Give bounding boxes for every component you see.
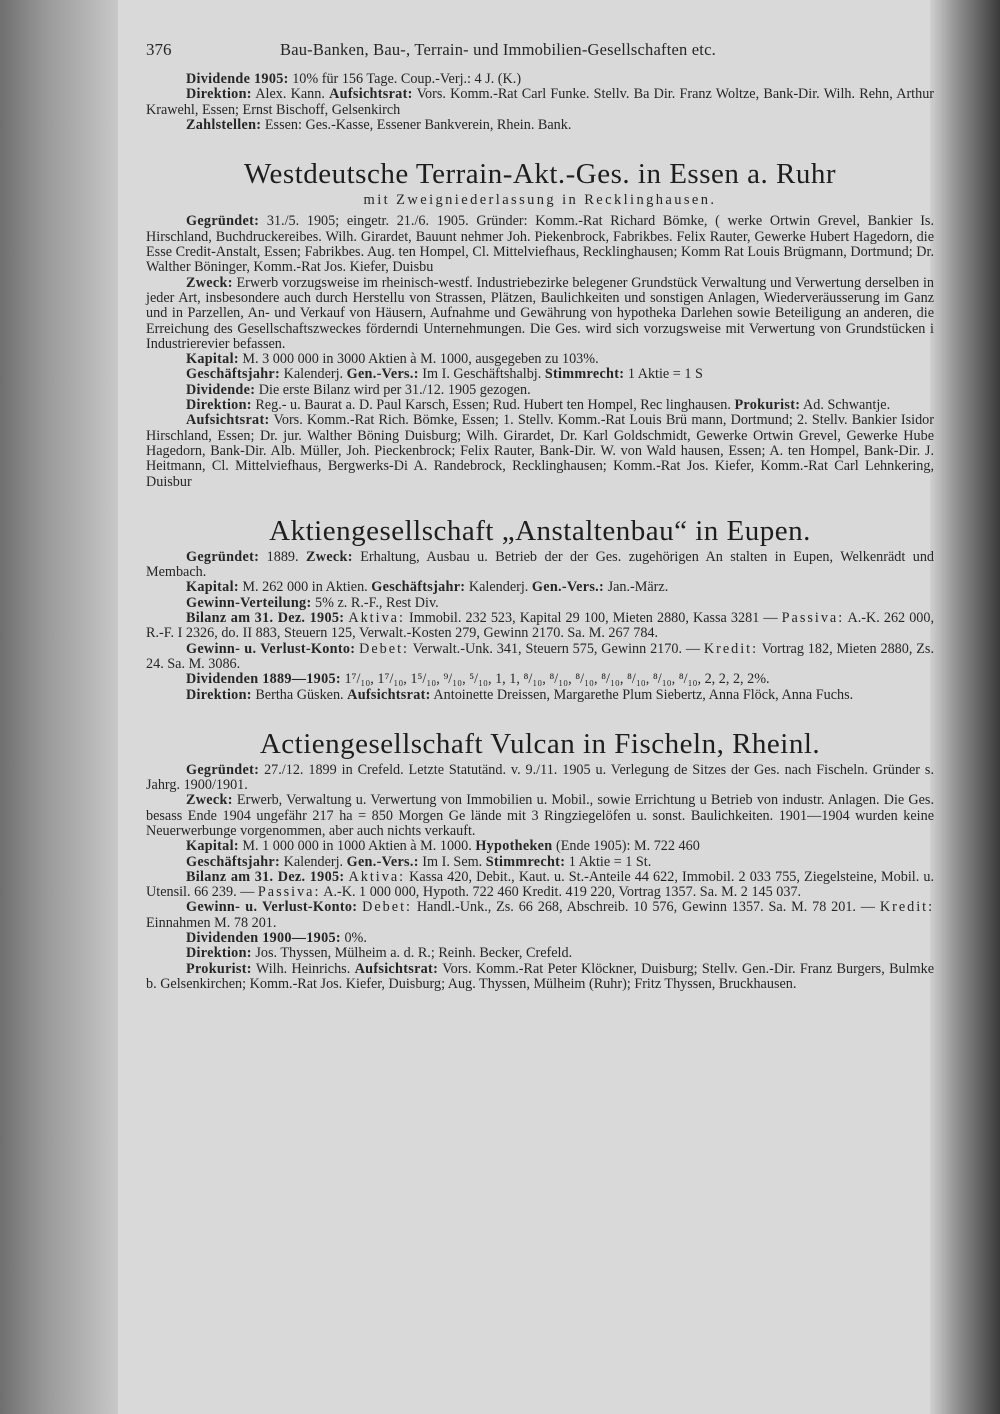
label: Zweck:	[186, 792, 233, 809]
text: M. 3 000 000 in 3000 Aktien à M. 1000, ausgegeben zu 103%.	[242, 351, 599, 368]
debet-word: Debet:	[362, 899, 412, 916]
label: Aufsichtsrat:	[347, 686, 431, 703]
text: Kalenderj.	[283, 853, 344, 870]
label: Gen.-Vers.:	[346, 366, 419, 383]
label: Dividenden 1900—1905:	[186, 930, 341, 947]
label: Gewinn- u. Verlust-Konto:	[186, 640, 356, 657]
label: Dividenden 1889—1905:	[186, 671, 341, 688]
label: Direktion:	[186, 686, 252, 703]
label: Bilanz am 31. Dez. 1905:	[186, 610, 345, 627]
label: Gegründet:	[186, 548, 260, 565]
field-kapital	[146, 580, 934, 595]
text: Im I. Sem.	[422, 853, 483, 870]
field-zweck	[146, 276, 934, 352]
intro-zahlstellen	[146, 118, 934, 133]
entry-westdeutsche	[146, 214, 934, 489]
field-prokurist	[146, 962, 934, 993]
intro-entry	[146, 72, 934, 133]
text: Erwerb vorzugsweise im rheinisch-westf. Industriebezirke belegener Grundstück Verwaltung und Verwertung derselben in jeder Art, insbesondere auch durch Herstellu von Strassen, Plätzen, Baulichkeiten und sonstigen Anlagen, Wiederveräusserung im Ganz und in Parzellen, An- und Verkauf von Häusern, Aufnahme und Gewährung von hypotheka Darlehen sowie Beteiligung an anderen, die Erreichung des Gesellschaftszweckes förderndi Unternehmungen. Die Ges. wird sich vorzugsweise mit Verwertung von Grundstücken i Industrierevier befassen.	[146, 274, 935, 352]
label: Gegründet:	[186, 761, 260, 778]
field-direktion	[146, 398, 934, 413]
text: M. 1 000 000 in 1000 Aktien à M. 1000.	[242, 838, 472, 855]
text: Vortrag 182, Mieten 2880, Zs. 24. Sa. M. 3086.	[146, 640, 934, 672]
text: 0%.	[344, 930, 367, 947]
label: Aufsichtsrat:	[354, 960, 439, 977]
label: Direktion:	[186, 945, 252, 962]
text: 27./12. 1899 in Crefeld. Letzte Statutänd. v. 9./11. 1905 u. Verlegung de Sitzes der Ges. nach Fischeln. Gründer s. Jahrg. 1900/1901.	[146, 761, 934, 794]
intro-direktion	[146, 87, 934, 118]
field-zweck	[146, 793, 934, 839]
label: Dividende 1905:	[186, 71, 289, 87]
label: Dividende:	[186, 381, 256, 398]
text: Kalenderj.	[283, 366, 344, 383]
book-edge-right	[930, 0, 1000, 1414]
text: Erwerb, Verwaltung u. Verwertung von Immobilien u. Mobil., sowie Errichtung u Betrieb von industr. Anlagen. Die Ges. besass Ende 1904 ungefähr 217 ha = 850 Morgen Ge lände mit 3 Ringziegelöfen u. sonst. Baulichkeiten. 1901—1904 wurden keine Neuerwerbunge vorgenommen, aber auch nichts verkauft.	[146, 792, 934, 839]
label: Gen.-Vers.:	[346, 853, 419, 870]
debet-word: Debet:	[359, 640, 409, 657]
text: Verwalt.-Unk. 341, Steuern 575, Gewinn 2170.	[412, 640, 682, 657]
label: Kapital:	[186, 579, 239, 596]
text: (Ende 1905): M. 722 460	[555, 838, 700, 855]
text: 31./5. 1905; eingetr. 21./6. 1905. Gründer: Komm.-Rat Richard Bömke, ( werke Ortwin Grevel, Bankier Is. Hirschland, Buchdruckereibes. Wilh. Girardet, Bauunt nehmer Joh. Piekenbrock, Fabrikbes. Felix Rauter, Gewerke Hubert Hagedorn, die Esse Credit-Anstalt, Essen; Fabrikbes. Aug. ten Hompel, Cl. Mittelviefhaus, Recklinghausen; Komm Rat Louis Brügmann, Dortmund; Dr. Walther Böninger, Komm.-Rat Jos. Kiefer, Duisbu	[146, 213, 935, 276]
label: Stimmrecht:	[485, 853, 566, 870]
label: Zahlstellen:	[186, 116, 262, 133]
label: Gen.-Vers.:	[531, 579, 605, 596]
label: Hypotheken	[475, 838, 553, 855]
text: M. 262 000 in Aktien.	[242, 579, 368, 596]
field-dividenden	[146, 672, 934, 687]
text: Reg.- u. Baurat a. D. Paul Karsch, Essen; Rud. Hubert ten Hompel, Rec linghausen.	[255, 397, 731, 414]
field-dividende	[146, 383, 934, 398]
text: Wilh. Heinrichs.	[255, 960, 351, 977]
label: Geschäftsjahr:	[186, 366, 281, 383]
field-gegruendet	[146, 763, 934, 794]
text: Kalenderj.	[468, 579, 529, 596]
entry-vulcan	[146, 763, 934, 992]
field-kapital	[146, 839, 934, 854]
field-direktion	[146, 946, 934, 961]
field-guv: Gewinn- u. Verlust-Konto: Debet: Handl.-Unk., Zs. 66 268, Abschreib. 10 576, Gewinn 1357. Sa. M. 78 201. — Kredit: Einnahmen M. 78 201.	[146, 899, 935, 931]
text: Ad. Schwantje.	[803, 397, 891, 414]
page-header	[146, 38, 934, 72]
field-gegruendet	[146, 214, 934, 275]
text: Alex. Kann.	[255, 86, 325, 103]
label: Prokurist:	[734, 397, 801, 414]
field-direktion	[146, 688, 934, 703]
text: 1⁷/₁₀, 1⁷/₁₀, 1⁵/₁₀, ⁹/₁₀, ⁵/₁₀, 1, 1, ⁸/₁₀, ⁸/₁₀, ⁸/₁₀, ⁸/₁₀, ⁸/₁₀, ⁸/₁₀, ⁸/₁₀, 2, 2, 2, 2%.	[344, 671, 770, 688]
text: 1 Aktie = 1 S	[627, 366, 703, 383]
book-gutter-left	[0, 0, 118, 1414]
text: Jan.-März.	[607, 579, 669, 596]
text: Kassa 420, Debit., Kaut. u. St.-Anteile 44 622, Immobil. 2 033 755, Ziegelsteine, Mobil. u. Utensil. 66 239.	[146, 868, 934, 901]
page-number: 376	[146, 40, 172, 59]
label: Prokurist:	[186, 960, 252, 977]
text: Handl.-Unk., Zs. 66 268, Abschreib. 10 576, Gewinn 1357. Sa. M. 78 201.	[416, 899, 856, 916]
label: Geschäftsjahr:	[371, 579, 466, 596]
text: Die erste Bilanz wird per 31./12. 1905 gezogen.	[258, 381, 531, 398]
field-aufsichtsrat	[146, 413, 934, 489]
label: Zweck:	[306, 548, 353, 565]
field-gegruendet	[146, 550, 934, 581]
aktiva-word: Aktiva:	[348, 610, 405, 627]
passiva-word: Passiva:	[257, 884, 321, 901]
text: Antoinette Dreissen, Margarethe Plum Siebertz, Anna Flöck, Anna Fuchs.	[433, 686, 854, 703]
text: Vors. Komm.-Rat Rich. Bömke, Essen; 1. Stellv. Komm.-Rat Louis Brü mann, Dortmund; 2. Stellv. Bankier Isidor Hirschland, Essen; Dr. jur. Walther Böning Duisburg; Wilh. Girardet, Dr. Karl Goldschmidt, Gewerke Ortwin Grevel, Gewerke Hube Hagedorn, Bank-Dir. Alb. Müller, Joh. Pieckenbrock; Felix Rauter, Bank-Dir. W. von Wald hausen, Essen; A. ten Hompel, Bank-Dir. J. Heitmann, Cl. Mittelviefhaus, Bergwerks-Di A. Randebrock, Recklinghausen; Komm.-Rat Jos. Kiefer, Komm.-Rat Carl Lehnkering, Duisbur	[146, 412, 934, 490]
text: Einnahmen M. 78 201.	[146, 914, 277, 931]
entry-subtitle-westdeutsche: mit Zweigniederlassung in Recklinghausen.	[363, 192, 717, 209]
text: Im I. Geschäftshalbj.	[422, 366, 542, 383]
text: Immobil. 232 523, Kapital 29 100, Mieten 2880, Kassa 3281	[408, 610, 760, 627]
field-guv: Gewinn- u. Verlust-Konto: Debet: Verwalt.-Unk. 341, Steuern 575, Gewinn 2170. — Kredit: Vortrag 182, Mieten 2880, Zs. 24. Sa. M. 3086.	[146, 640, 934, 672]
aktiva-word: Aktiva:	[348, 868, 406, 885]
label: Gewinn-Verteilung:	[186, 594, 312, 611]
text: Essen: Ges.-Kasse, Essener Bankverein, Rhein. Bank.	[264, 116, 572, 133]
label: Gewinn- u. Verlust-Konto:	[186, 899, 358, 916]
entry-anstaltenbau	[146, 550, 934, 703]
passiva-word: Passiva:	[781, 610, 845, 627]
label: Direktion:	[186, 397, 252, 414]
text: 5% z. R.-F., Rest Div.	[315, 594, 439, 611]
text: A.-K. 1 000 000, Hypoth. 722 460 Kredit. 419 220, Vortrag 1357. Sa. M. 2 145 037.	[323, 884, 802, 901]
label: Aufsichtsrat:	[186, 412, 270, 429]
kredit-word: Kredit:	[703, 640, 759, 657]
text: Bertha Güsken.	[255, 686, 344, 703]
kredit-word: Kredit:	[879, 899, 935, 916]
entry-title-anstaltenbau: Aktiengesellschaft „Anstaltenbau“ in Eupen.	[269, 514, 811, 547]
entry-title-westdeutsche: Westdeutsche Terrain-Akt.-Ges. in Essen a. Ruhr	[243, 158, 836, 191]
field-kapital	[146, 352, 934, 367]
label: Kapital:	[186, 838, 239, 855]
text: A.-K. 262 000, R.-F. I 2326, do. II 883, Steuern 125, Verwalt.-Kosten 279, Gewinn 2170. Sa. M. 267 784.	[146, 610, 935, 642]
label: Gegründet:	[186, 213, 260, 230]
label: Aufsichtsrat:	[329, 86, 413, 103]
text: Vors. Komm.-Rat Peter Klöckner, Duisburg; Stellv. Gen.-Dir. Franz Burgers, Bulmke b. Gelsenkirchen; Komm.-Rat Jos. Kiefer, Duisburg; Aug. Thyssen, Mülheim (Ruhr); Fritz Thyssen, Bruckhausen.	[146, 960, 934, 992]
text: Jos. Thyssen, Mülheim a. d. R.; Reinh. Becker, Crefeld.	[255, 945, 573, 962]
label: Bilanz am 31. Dez. 1905:	[186, 868, 345, 885]
label: Zweck:	[186, 274, 233, 291]
field-bilanz: Bilanz am 31. Dez. 1905: Aktiva: Kassa 420, Debit., Kaut. u. St.-Anteile 44 622, Immobil. 2 033 755, Ziegelsteine, Mobil. u. Utensil. 66 239. — Passiva: A.-K. 1 000 000, Hypoth. 722 460 Kredit. 419 220, Vortrag 1357. Sa. M. 2 145 037.	[146, 868, 934, 901]
text: 1 Aktie = 1 St.	[568, 853, 652, 870]
text: 10% für 156 Tage. Coup.-Verj.: 4 J. (K.)	[292, 71, 522, 87]
field-geschaeftsjahr	[146, 855, 934, 870]
page-content	[146, 38, 934, 992]
field-gewinnverteilung	[146, 596, 934, 611]
label: Kapital:	[186, 351, 239, 368]
field-geschaeftsjahr	[146, 367, 934, 382]
label: Stimmrecht:	[544, 366, 625, 383]
text: Vors. Komm.-Rat Carl Funke. Stellv. Ba Dir. Franz Woltze, Bank-Dir. Wilh. Rehn, Arthur Krawehl, Essen; Ernst Bischoff, Gelsenkirch	[146, 86, 935, 118]
text: 1889.	[266, 548, 299, 565]
running-title: Bau-Banken, Bau-, Terrain- und Immobilien-Gesellschaften etc.	[280, 40, 716, 59]
entry-title-vulcan: Actiengesellschaft Vulcan in Fischeln, Rheinl.	[259, 727, 821, 760]
intro-dividende	[146, 72, 934, 87]
label: Direktion:	[186, 86, 252, 103]
field-dividenden	[146, 931, 934, 946]
label: Geschäftsjahr:	[186, 853, 281, 870]
field-bilanz: Bilanz am 31. Dez. 1905: Aktiva: Immobil. 232 523, Kapital 29 100, Mieten 2880, Kassa 3281 — Passiva: A.-K. 262 000, R.-F. I 2326, do. II 883, Steuern 125, Verwalt.-Kosten 279, Gewinn 2170. Sa. M. 267 784.	[146, 610, 935, 642]
text: Erhaltung, Ausbau u. Betrieb der der Ges. zugehörigen An stalten in Eupen, Welkenrädt und Membach.	[146, 548, 935, 581]
